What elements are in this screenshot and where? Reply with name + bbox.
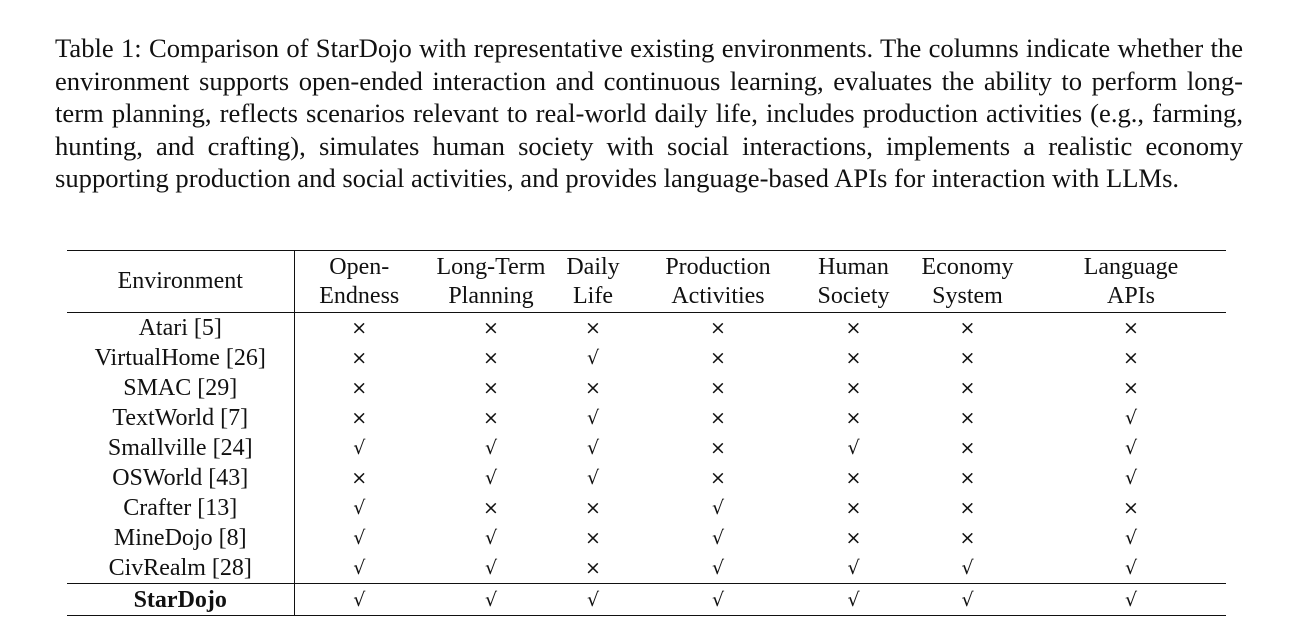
- cross-mark-icon: ×: [483, 377, 499, 399]
- environment-name: VirtualHome [26]: [67, 343, 294, 373]
- cross-mark-icon: ×: [845, 317, 862, 339]
- check-mark-icon: √: [484, 437, 498, 459]
- check-mark-icon: √: [1124, 467, 1138, 489]
- cross-mark-icon: ×: [483, 497, 499, 519]
- environment-name: Atari [5]: [67, 313, 294, 344]
- cross-mark-icon: ×: [1123, 377, 1139, 399]
- table-row: [67, 463, 1226, 493]
- cross-mark-icon: ×: [710, 317, 726, 339]
- cross-mark-icon: ×: [959, 347, 976, 369]
- check-mark-icon: √: [586, 437, 600, 459]
- check-mark-icon: √: [353, 588, 366, 611]
- environment-name: CivRealm [28]: [67, 553, 294, 584]
- table-row: [67, 493, 1226, 523]
- check-mark-icon: √: [353, 497, 366, 519]
- cross-mark-icon: ×: [959, 317, 976, 339]
- header-line-2: Endness: [319, 282, 400, 309]
- check-mark-icon: √: [961, 557, 974, 579]
- header-column-6: [899, 251, 1036, 313]
- check-mark-icon: √: [586, 588, 600, 611]
- environment-name: Crafter [13]: [67, 493, 294, 523]
- comparison-table-container: [67, 250, 1226, 616]
- header-line-1: Environment: [117, 268, 243, 294]
- header-column-7: [1036, 251, 1226, 313]
- cross-mark-icon: ×: [710, 467, 726, 489]
- table-row: [67, 433, 1226, 463]
- header-line-1: Long-Term: [436, 253, 546, 280]
- header-line-2: Planning: [448, 282, 534, 309]
- table-row: [67, 584, 1226, 616]
- header-environment: [67, 251, 294, 313]
- check-mark-icon: √: [1124, 588, 1138, 611]
- header-line-2: Activities: [671, 282, 765, 309]
- check-mark-icon: √: [484, 588, 498, 611]
- cross-mark-icon: ×: [959, 497, 976, 519]
- cross-mark-icon: ×: [351, 377, 368, 399]
- header-column-4: [628, 251, 808, 313]
- header-line-1: Open-: [329, 253, 390, 280]
- header-row: [67, 251, 1226, 313]
- check-mark-icon: √: [711, 527, 725, 549]
- cross-mark-icon: ×: [845, 407, 862, 429]
- header-line-2: APIs: [1106, 282, 1155, 309]
- cross-mark-icon: ×: [845, 527, 862, 549]
- cross-mark-icon: ×: [351, 407, 368, 429]
- cross-mark-icon: ×: [483, 347, 499, 369]
- check-mark-icon: √: [847, 437, 860, 459]
- table-row: [67, 403, 1226, 433]
- check-mark-icon: √: [847, 557, 860, 579]
- check-mark-icon: √: [711, 588, 725, 611]
- cross-mark-icon: ×: [959, 527, 976, 549]
- check-mark-icon: √: [586, 407, 600, 429]
- cross-mark-icon: ×: [585, 557, 601, 579]
- check-mark-icon: √: [484, 467, 498, 489]
- header-line-1: Daily: [566, 253, 620, 280]
- cross-mark-icon: ×: [351, 317, 368, 339]
- table-header: [67, 251, 1226, 313]
- header-column-5: [808, 251, 899, 313]
- check-mark-icon: √: [961, 588, 974, 611]
- cross-mark-icon: ×: [1123, 317, 1139, 339]
- environment-name: StarDojo: [67, 584, 294, 616]
- check-mark-icon: √: [586, 467, 600, 489]
- environment-name: SMAC [29]: [67, 373, 294, 403]
- header-line-1: Human: [818, 253, 889, 280]
- cross-mark-icon: ×: [585, 527, 601, 549]
- table-row: [67, 373, 1226, 403]
- check-mark-icon: √: [353, 527, 366, 549]
- header-line-2: Society: [817, 282, 890, 309]
- header-column-3: [558, 251, 628, 313]
- cross-mark-icon: ×: [585, 497, 601, 519]
- cross-mark-icon: ×: [483, 317, 499, 339]
- table-body: [67, 313, 1226, 616]
- cross-mark-icon: ×: [959, 407, 976, 429]
- cross-mark-icon: ×: [710, 407, 726, 429]
- cross-mark-icon: ×: [710, 437, 726, 459]
- check-mark-icon: √: [353, 437, 366, 459]
- check-mark-icon: √: [1124, 437, 1138, 459]
- check-mark-icon: √: [1124, 527, 1138, 549]
- header-line-2: Life: [573, 282, 613, 309]
- check-mark-icon: √: [847, 588, 860, 611]
- cross-mark-icon: ×: [959, 467, 976, 489]
- header-line-1: Economy: [921, 253, 1014, 280]
- cross-mark-icon: ×: [585, 377, 601, 399]
- check-mark-icon: √: [484, 527, 498, 549]
- cross-mark-icon: ×: [351, 347, 368, 369]
- table-row: [67, 523, 1226, 553]
- header-line-2: System: [932, 282, 1003, 309]
- cross-mark-icon: ×: [1123, 497, 1139, 519]
- check-mark-icon: √: [484, 557, 498, 579]
- check-mark-icon: √: [1124, 407, 1138, 429]
- cross-mark-icon: ×: [959, 437, 976, 459]
- environment-name: Smallville [24]: [67, 433, 294, 463]
- table-row: [67, 343, 1226, 373]
- cross-mark-icon: ×: [845, 347, 862, 369]
- cross-mark-icon: ×: [351, 467, 368, 489]
- check-mark-icon: √: [711, 557, 725, 579]
- environment-name: TextWorld [7]: [67, 403, 294, 433]
- cross-mark-icon: ×: [959, 377, 976, 399]
- cross-mark-icon: ×: [1123, 347, 1139, 369]
- check-mark-icon: √: [711, 497, 725, 519]
- comparison-table: [67, 250, 1226, 616]
- check-mark-icon: √: [586, 347, 600, 369]
- cross-mark-icon: ×: [710, 347, 726, 369]
- table-row: [67, 553, 1226, 584]
- environment-name: OSWorld [43]: [67, 463, 294, 493]
- header-line-1: Language: [1083, 253, 1179, 280]
- header-column-1: [294, 251, 424, 313]
- cross-mark-icon: ×: [845, 377, 862, 399]
- cross-mark-icon: ×: [585, 317, 601, 339]
- cross-mark-icon: ×: [845, 497, 862, 519]
- environment-name: MineDojo [8]: [67, 523, 294, 553]
- check-mark-icon: √: [353, 557, 366, 579]
- cross-mark-icon: ×: [710, 377, 726, 399]
- cross-mark-icon: ×: [483, 407, 499, 429]
- table-row: [67, 313, 1226, 344]
- header-column-2: [424, 251, 558, 313]
- check-mark-icon: √: [1124, 557, 1138, 579]
- header-line-1: Production: [665, 253, 771, 280]
- cross-mark-icon: ×: [845, 467, 862, 489]
- table-caption: Table 1: Comparison of StarDojo with representative existing environments. The columns indicate whether the environment supports open-ended interaction and continuous learning, evaluates the ability to perform long-term planning, reflects scenarios relevant to real-world daily life, includes production activities (e.g., farming, hunting, and crafting), simulates human society with social interactions, implements a realistic economy supporting production and social activities, and provides language-based APIs for interaction with LLMs.: [55, 33, 1243, 194]
